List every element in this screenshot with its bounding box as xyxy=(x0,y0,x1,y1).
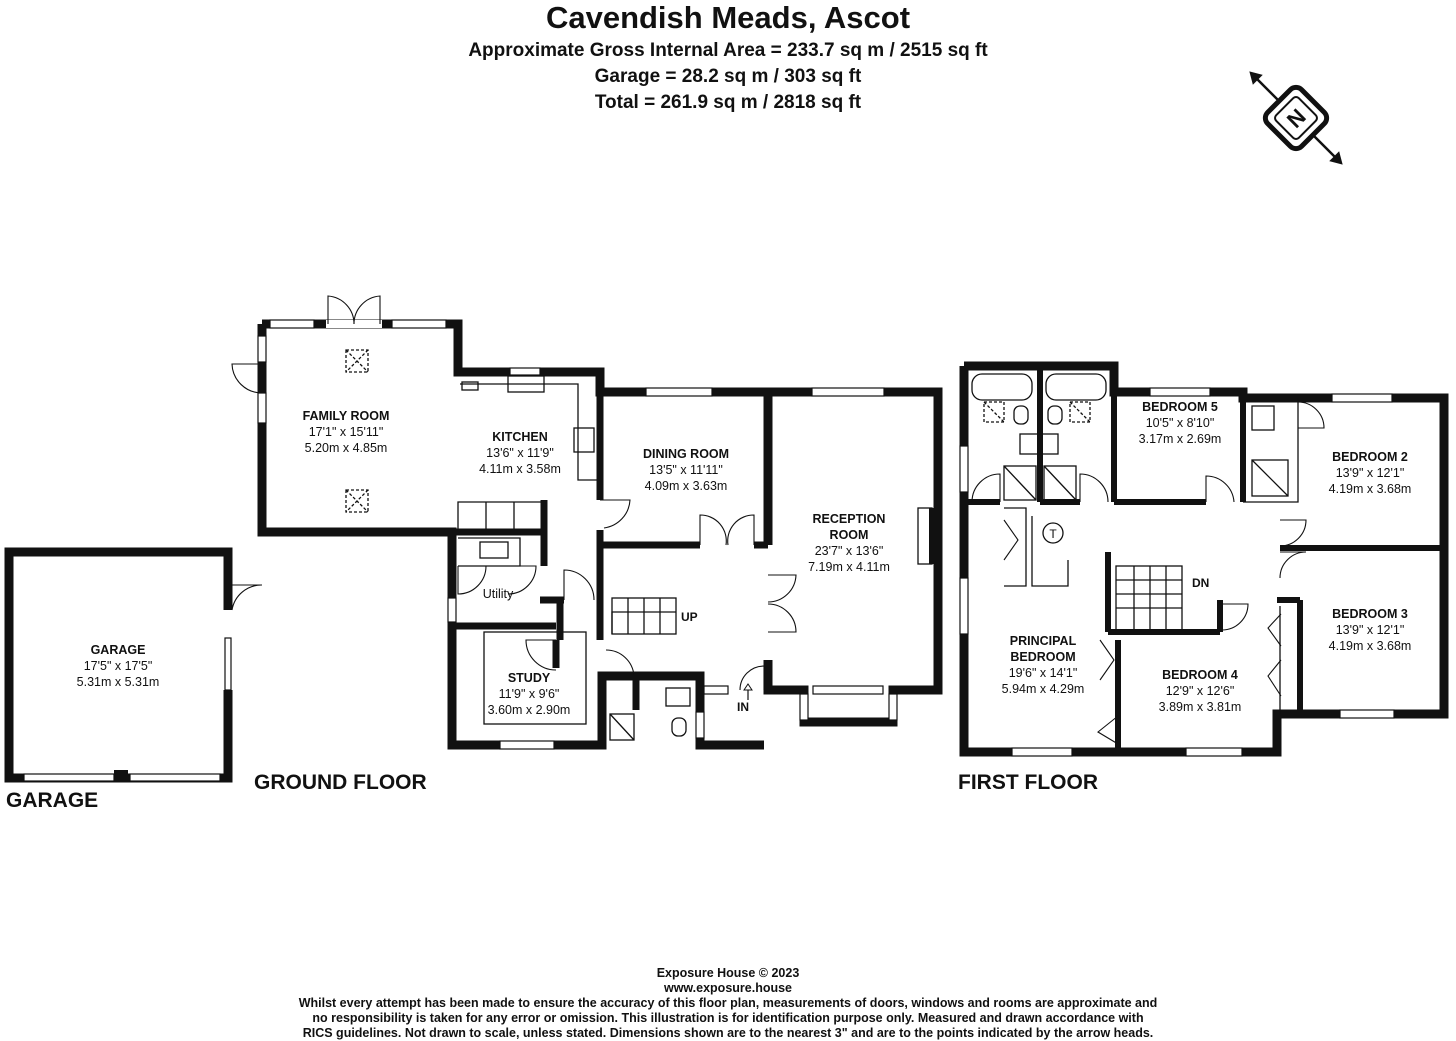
first-floor-plan xyxy=(960,366,1444,756)
family-room-name: FAMILY ROOM xyxy=(302,409,390,423)
bedroom5-imperial: 10'5" x 8'10" xyxy=(1145,416,1215,430)
study-imperial: 11'9" x 9'6" xyxy=(498,687,560,701)
footer-disclaimer-3: RICS guidelines. Not drawn to scale, unless stated. Dimensions shown are to the nearest 3" and are to the points indicated by the arrow heads. xyxy=(302,1026,1154,1040)
bedroom3-imperial: 13'9" x 12'1" xyxy=(1335,623,1405,637)
bedroom4-metric: 3.89m x 3.81m xyxy=(1158,700,1242,714)
bedroom2-name: BEDROOM 2 xyxy=(1332,450,1408,464)
reception-room-metric: 7.19m x 4.11m xyxy=(808,560,890,574)
gross-area: Approximate Gross Internal Area = 233.7 sq m / 2515 sq ft xyxy=(468,40,988,61)
bedroom4-name: BEDROOM 4 xyxy=(1162,668,1238,682)
bedroom2-imperial: 13'9" x 12'1" xyxy=(1335,466,1405,480)
principal-bedroom-metric: 5.94m x 4.29m xyxy=(1001,682,1085,696)
kitchen-metric: 4.11m x 3.58m xyxy=(479,462,561,476)
bedroom5-metric: 3.17m x 2.69m xyxy=(1138,432,1222,446)
dining-room-imperial: 13'5" x 11'11" xyxy=(649,463,723,477)
stairs-down-label: DN xyxy=(1192,576,1210,590)
utility-name: Utility xyxy=(482,587,514,601)
garage-imperial: 17'5" x 17'5" xyxy=(83,659,153,673)
garage-floor-label: GARAGE xyxy=(6,789,99,812)
compass-icon xyxy=(1232,54,1359,181)
garage-plan xyxy=(9,552,262,782)
bedroom3-metric: 4.19m x 3.68m xyxy=(1328,639,1412,653)
study-name: STUDY xyxy=(507,671,551,685)
total-area: Total = 261.9 sq m / 2818 sq ft xyxy=(594,92,862,113)
ground-floor-plan xyxy=(232,296,938,749)
reception-room-imperial: 23'7" x 13'6" xyxy=(814,544,884,558)
reception-room-name: RECEPTION xyxy=(812,512,886,526)
bedroom3-name: BEDROOM 3 xyxy=(1332,607,1408,621)
principal-bedroom-imperial: 19'6" x 14'1" xyxy=(1008,666,1078,680)
stairs-up-label: UP xyxy=(681,610,698,624)
dining-room-name: DINING ROOM xyxy=(642,447,730,461)
ground-floor-label: GROUND FLOOR xyxy=(254,771,427,794)
garage-metric: 5.31m x 5.31m xyxy=(76,675,160,689)
family-room-imperial: 17'1" x 15'11" xyxy=(308,425,384,439)
footer xyxy=(0,966,1456,1041)
reception-room-name-2: ROOM xyxy=(829,528,869,542)
principal-bedroom-name: PRINCIPAL xyxy=(1009,634,1077,648)
entrance-label: IN xyxy=(737,700,749,714)
bedroom4-imperial: 12'9" x 12'6" xyxy=(1165,684,1235,698)
plan-title: Cavendish Meads, Ascot xyxy=(545,0,911,35)
principal-bedroom-name-2: BEDROOM xyxy=(1010,650,1076,664)
first-floor-label: FIRST FLOOR xyxy=(958,771,1098,794)
kitchen-name: KITCHEN xyxy=(492,430,548,444)
family-room-metric: 5.20m x 4.85m xyxy=(304,441,388,455)
footer-company: Exposure House © 2023 xyxy=(656,966,800,980)
footer-disclaimer-2: no responsibility is taken for any error or omission. This illustration is for identification purpose only. Measured and drawn accordance with xyxy=(312,1011,1144,1025)
bedroom2-metric: 4.19m x 3.68m xyxy=(1328,482,1412,496)
bedroom5-name: BEDROOM 5 xyxy=(1142,400,1218,414)
compass-label: N xyxy=(1281,103,1311,133)
kitchen-imperial: 13'6" x 11'9" xyxy=(486,446,554,460)
garage-area: Garage = 28.2 sq m / 303 sq ft xyxy=(594,66,862,87)
dining-room-metric: 4.09m x 3.63m xyxy=(644,479,728,493)
footer-url: www.exposure.house xyxy=(663,981,793,995)
study-metric: 3.60m x 2.90m xyxy=(487,703,571,717)
tank-marker: T xyxy=(1049,527,1057,541)
footer-disclaimer-1: Whilst every attempt has been made to ensure the accuracy of this floor plan, measurements of doors, windows and rooms are approximate and xyxy=(298,996,1158,1010)
garage-name: GARAGE xyxy=(90,643,146,657)
